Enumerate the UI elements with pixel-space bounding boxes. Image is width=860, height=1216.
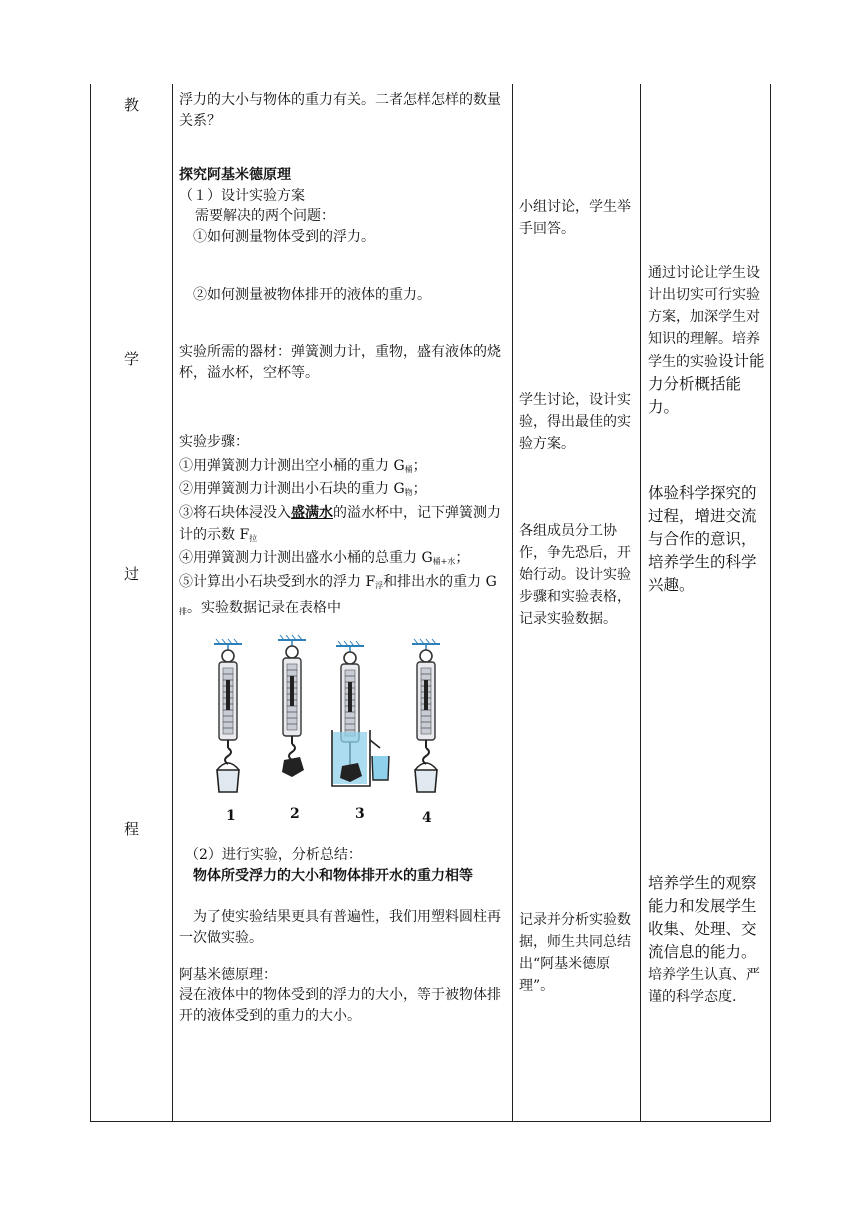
design-intent-3: 培养学生的观察能力和发展学生收集、处理、交流信息的能力。培养学生认真、严谨的科学态度. xyxy=(648,874,760,1005)
section-title: 探究阿基米德原理 xyxy=(179,167,291,183)
conduct-title: （2）进行实验，分析总结： xyxy=(185,847,362,863)
setup-3-overflow-cup xyxy=(332,641,389,786)
principle-title: 阿基米德原理： xyxy=(179,967,277,983)
step-4: ④用弹簧测力计测出盛水小桶的总重力 $G_{桶+水}$； xyxy=(179,550,470,566)
student-activity-4: 记录并分析实验数据，师生共同总结出“阿基米德原理”。 xyxy=(519,912,631,994)
table-border-left xyxy=(90,84,91,1122)
design-title: （１）设计实验方案 xyxy=(179,188,305,204)
side-char-process: 过 xyxy=(124,565,140,583)
column-divider-2 xyxy=(512,84,513,1122)
step-1: ①用弹簧测力计测出空小桶的重力 $G_桶$； xyxy=(179,458,427,474)
setup-2-stone xyxy=(278,635,306,777)
figure-label-3: 3 xyxy=(355,806,365,822)
step-2: ②用弹簧测力计测出小石块的重力 $G_物$； xyxy=(179,481,427,497)
conclusion-text: 物体所受浮力的大小和物体排开水的重力相等 xyxy=(193,868,473,884)
full-water-emphasis: 盛满水 xyxy=(291,505,333,521)
student-activity-3: 各组成员分工协作，争先恐后，开始行动。设计实验步骤和实验表格，记录实验数据。 xyxy=(519,523,631,627)
generalize-text: 为了使实验结果更具有普遍性，我们用塑料圆柱再一次做实验。 xyxy=(179,909,501,946)
problems-intro: 需要解决的两个问题： xyxy=(195,208,335,224)
step-5: ⑤计算出小石块受到水的浮力 $F_浮$和排出水的重力 $G_排$。实验数据记录在表格中 xyxy=(179,574,497,616)
design-intent-2: 体验科学探究的过程，增进交流与合作的意识，培养学生的科学兴趣。 xyxy=(648,484,757,594)
table-border-bottom xyxy=(90,1121,771,1122)
side-char-procedure: 程 xyxy=(124,820,140,838)
side-char-learn: 学 xyxy=(124,350,140,368)
equipment-text: 实验所需的器材：弹簧测力计，重物，盛有液体的烧杯，溢水杯，空杯等。 xyxy=(179,344,501,381)
figure-label-2: 2 xyxy=(290,806,300,822)
student-activity-1: 小组讨论，学生举手回答。 xyxy=(519,199,631,237)
figure-label-1: 1 xyxy=(226,808,236,824)
table-border-right xyxy=(770,84,771,1122)
design-intent-1: 通过讨论让学生设计出切实可行实验方案，加深学生对知识的理解。培养学生的实验设计能力分析概括能力。 xyxy=(648,265,765,416)
experiment-figure xyxy=(200,630,450,830)
figure-label-4: 4 xyxy=(422,810,432,826)
student-activity-2: 学生讨论，设计实验，得出最佳的实验方案。 xyxy=(519,392,631,452)
side-char-teach: 教 xyxy=(124,96,140,114)
problem-1: ①如何测量物体受到的浮力。 xyxy=(193,229,375,245)
principle-text: 浸在液体中的物体受到的浮力的大小，等于被物体排开的液体受到的重力的大小。 xyxy=(179,987,501,1024)
step-3: ③将石块体浸没入盛满水的溢水杯中，记下弹簧测力计的示数 $F_拉$ xyxy=(179,505,501,543)
steps-title: 实验步骤： xyxy=(179,434,249,450)
setup-1-empty-bucket xyxy=(214,639,242,792)
setup-4-bucket-water xyxy=(412,639,440,792)
column-divider-3 xyxy=(640,84,641,1122)
column-divider-1 xyxy=(172,84,173,1122)
problem-2: ②如何测量被物体排开的液体的重力。 xyxy=(193,287,431,303)
intro-text: 浮力的大小与物体的重力有关。二者怎样怎样的数量关系？ xyxy=(179,92,501,129)
